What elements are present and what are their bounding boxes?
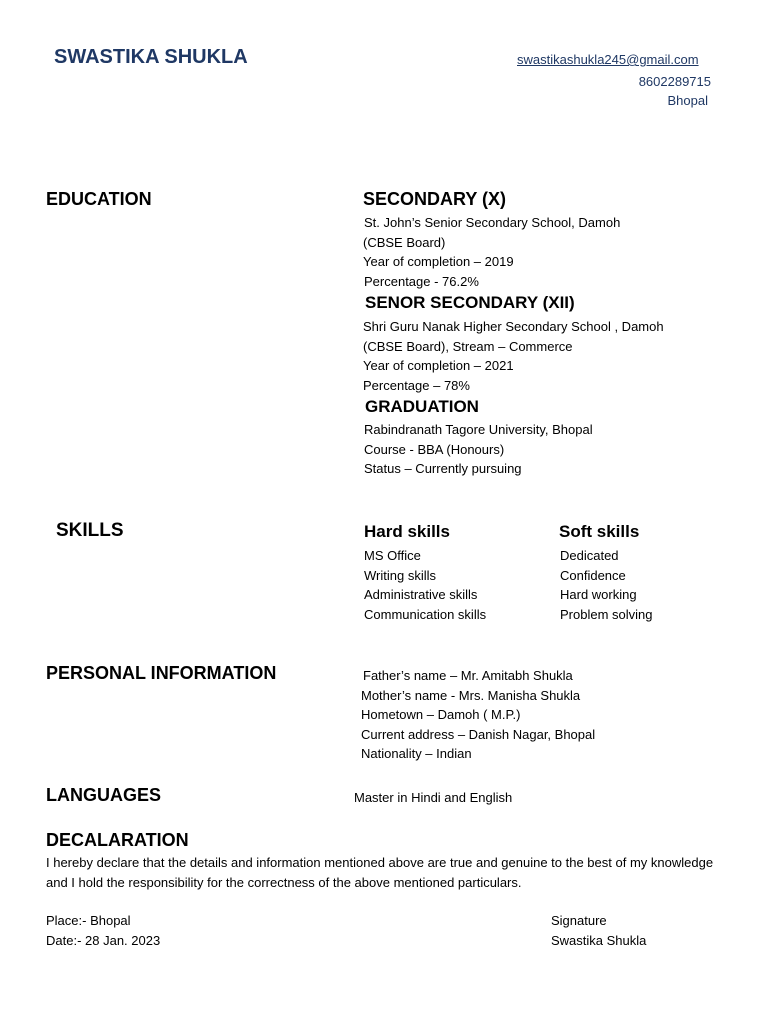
senior-secondary-line: Year of completion – 2021	[363, 358, 514, 373]
soft-skill-item: Confidence	[560, 567, 626, 583]
soft-skill-item: Hard working	[560, 587, 637, 602]
phone-number: 8602289715	[638, 74, 711, 89]
personal-info-heading: PERSONAL INFORMATION	[46, 663, 277, 683]
soft-skill-item: Problem solving	[560, 606, 653, 622]
declaration-place: Place:- Bhopal	[46, 913, 131, 928]
declaration-heading: DECALARATION	[46, 830, 189, 850]
skills-heading: SKILLS	[56, 520, 124, 541]
signature-name: Swastika Shukla	[551, 933, 647, 948]
hard-skill-item: MS Office	[364, 548, 421, 563]
graduation-title: GRADUATION	[365, 397, 479, 416]
senior-secondary-details	[363, 317, 664, 395]
soft-skills-list	[560, 546, 653, 624]
hard-skill-item: Writing skills	[364, 567, 436, 583]
secondary-line: (CBSE Board)	[363, 234, 446, 250]
education-heading: EDUCATION	[46, 189, 152, 209]
hard-skills-list	[364, 546, 486, 624]
email-link[interactable]: swastikashukla245@gmail.com	[517, 52, 699, 67]
personal-info-details	[361, 666, 595, 764]
personal-info-line: Nationality – Indian	[361, 746, 472, 761]
personal-info-line: Hometown – Damoh ( M.P.)	[361, 707, 521, 722]
graduation-line: Course - BBA (Honours)	[364, 441, 505, 457]
languages-heading: LANGUAGES	[46, 785, 162, 805]
senior-secondary-line: Percentage – 78%	[363, 377, 470, 393]
secondary-title: SECONDARY (X)	[363, 189, 507, 209]
secondary-line: St. John’s Senior Secondary School, Damoh	[364, 215, 621, 230]
hard-skill-item: Communication skills	[364, 606, 487, 622]
personal-info-line: Father’s name – Mr. Amitabh Shukla	[363, 668, 573, 683]
declaration-date: Date:- 28 Jan. 2023	[46, 933, 161, 948]
secondary-line: Year of completion – 2019	[363, 254, 514, 269]
hard-skills-title: Hard skills	[364, 522, 450, 541]
signature-label: Signature	[551, 913, 607, 928]
languages-text: Master in Hindi and English	[354, 790, 513, 805]
personal-info-line: Mother’s name - Mrs. Manisha Shukla	[361, 687, 581, 703]
graduation-line: Rabindranath Tagore University, Bhopal	[364, 422, 593, 437]
soft-skill-item: Dedicated	[560, 548, 619, 563]
secondary-line: Percentage - 76.2%	[364, 273, 479, 289]
senior-secondary-title: SENOR SECONDARY (XII)	[365, 293, 575, 312]
graduation-details	[364, 420, 593, 479]
candidate-name: SWASTIKA SHUKLA	[54, 46, 248, 68]
senior-secondary-line: (CBSE Board), Stream – Commerce	[363, 338, 573, 354]
hard-skill-item: Administrative skills	[364, 587, 478, 602]
soft-skills-title: Soft skills	[559, 522, 640, 541]
declaration-text: I hereby declare that the details and information mentioned above are true and genuine to the best of my knowledge and I hold the responsibility for the correctness of the above mentioned particulars.	[46, 855, 714, 890]
city: Bhopal	[667, 93, 708, 108]
secondary-details	[364, 213, 620, 291]
graduation-line: Status – Currently pursuing	[364, 461, 522, 476]
senior-secondary-line: Shri Guru Nanak Higher Secondary School , Damoh	[363, 319, 664, 334]
personal-info-line: Current address – Danish Nagar, Bhopal	[361, 726, 596, 742]
